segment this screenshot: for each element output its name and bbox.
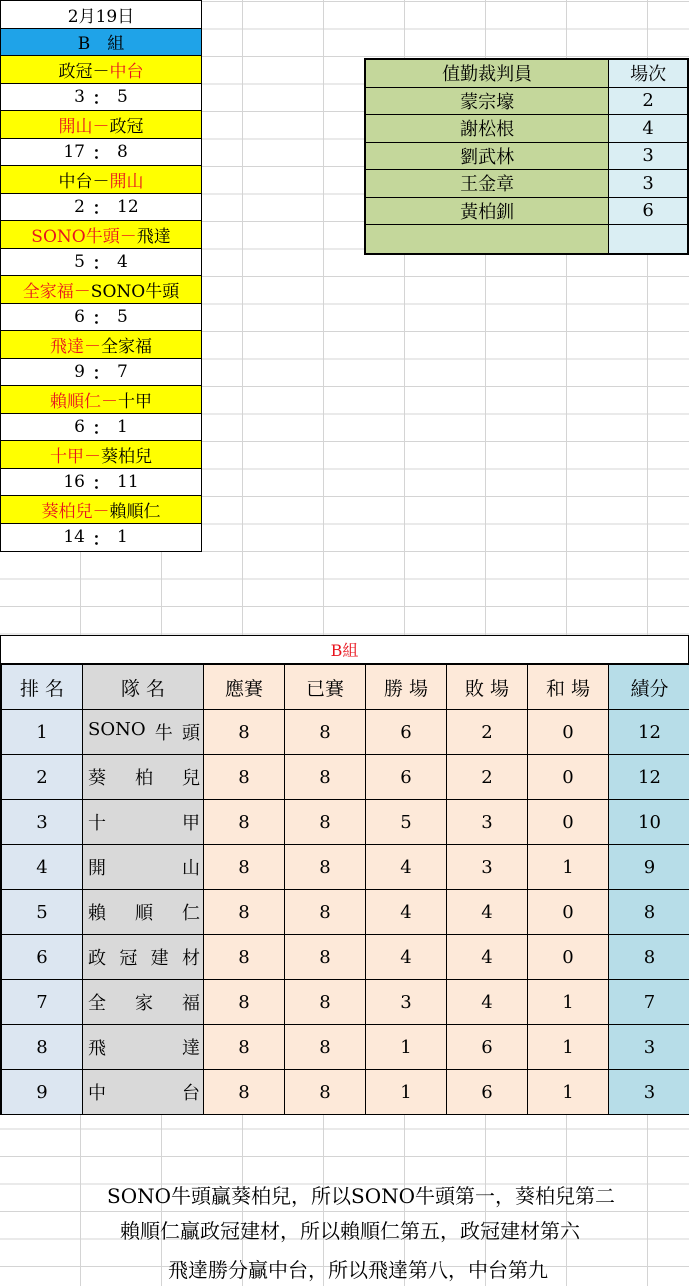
header-win[interactable]: 勝 場	[366, 665, 447, 710]
team-cell[interactable]	[83, 890, 204, 935]
due-cell[interactable]: 8	[204, 845, 285, 890]
loss-cell[interactable]: 6	[447, 1070, 528, 1115]
points-cell[interactable]: 8	[609, 935, 689, 980]
match-teams-row[interactable]	[1, 166, 201, 194]
team-separator: －	[101, 391, 118, 412]
team-name-part: 中	[88, 1083, 106, 1104]
team-name-part: 建	[150, 948, 169, 969]
due-cell[interactable]: 8	[204, 890, 285, 935]
team-name-part: 全	[88, 993, 106, 1014]
score-colon: ：	[92, 474, 110, 495]
points-cell[interactable]: 7	[609, 980, 689, 1025]
rank-cell[interactable]: 8	[2, 1025, 83, 1070]
match-score-row[interactable]	[1, 139, 201, 167]
team-name-part: 仁	[182, 903, 200, 924]
team-name-part: 順	[135, 903, 153, 924]
header-played[interactable]: 已賽	[285, 665, 366, 710]
win-cell[interactable]: 6	[366, 755, 447, 800]
header-points[interactable]: 績分	[609, 665, 689, 710]
team-separator: －	[119, 226, 137, 247]
win-cell[interactable]: 5	[366, 800, 447, 845]
rank-cell[interactable]: 7	[2, 980, 83, 1025]
draw-cell[interactable]: 0	[528, 935, 609, 980]
team-cell[interactable]	[83, 1025, 204, 1070]
referee-name[interactable]: 劉武林	[366, 143, 609, 170]
loss-cell[interactable]: 2	[447, 755, 528, 800]
date-label: 2月19日	[67, 6, 135, 27]
loss-cell[interactable]: 6	[447, 1025, 528, 1070]
draw-cell[interactable]: 1	[528, 980, 609, 1025]
table-row	[2, 935, 689, 980]
referee-table	[364, 58, 689, 255]
team-name	[83, 944, 203, 970]
loss-cell[interactable]: 3	[447, 800, 528, 845]
score-right: 1	[117, 416, 128, 437]
win-cell[interactable]: 6	[366, 710, 447, 755]
team-separator: －	[92, 501, 110, 522]
team-name	[83, 764, 203, 790]
referee-name[interactable]: 王金章	[366, 170, 609, 197]
score-colon: ：	[92, 89, 110, 110]
match-score-row[interactable]	[1, 249, 201, 277]
team-name-part: 柏	[135, 768, 153, 789]
score-right: 7	[117, 361, 128, 382]
team-name-part: SONO	[88, 719, 146, 740]
team-separator: －	[84, 336, 101, 357]
team-name	[83, 719, 203, 745]
referee-count[interactable]	[609, 225, 687, 253]
team-name-part: 福	[182, 993, 200, 1014]
draw-cell[interactable]: 0	[528, 800, 609, 845]
standings-table	[0, 635, 689, 1115]
score-left: 17	[63, 141, 85, 162]
match-teams-row[interactable]	[1, 221, 201, 249]
due-cell[interactable]: 8	[204, 980, 285, 1025]
match-score-row[interactable]	[1, 524, 201, 552]
referee-count[interactable]: 6	[609, 198, 687, 225]
win-cell[interactable]: 4	[366, 935, 447, 980]
match-score-row[interactable]	[1, 194, 201, 222]
team-right: 賴順仁	[109, 501, 161, 522]
draw-cell[interactable]: 1	[528, 845, 609, 890]
score-left: 16	[63, 471, 85, 492]
played-cell[interactable]: 8	[285, 800, 366, 845]
header-draw[interactable]: 和 場	[528, 665, 609, 710]
group-cell[interactable]	[1, 29, 201, 57]
score-right: 12	[117, 196, 139, 217]
due-cell[interactable]: 8	[204, 1025, 285, 1070]
team-name-part: 達	[182, 1038, 200, 1059]
team-name	[83, 1079, 203, 1105]
note-line-2[interactable]: 賴順仁贏政冠建材，所以賴順仁第五，政冠建材第六	[120, 1219, 580, 1243]
loss-cell[interactable]: 4	[447, 890, 528, 935]
score-colon: ：	[92, 144, 110, 165]
team-name-part: 兒	[182, 768, 200, 789]
win-cell[interactable]: 1	[366, 1070, 447, 1115]
match-teams-row[interactable]	[1, 441, 201, 469]
match-score-row[interactable]	[1, 469, 201, 497]
due-cell[interactable]: 8	[204, 1070, 285, 1115]
team-name	[83, 1034, 203, 1060]
note-line-1[interactable]: SONO牛頭贏葵柏兒，所以SONO牛頭第一，葵柏兒第二	[107, 1184, 615, 1208]
team-right: 葵柏兒	[101, 446, 152, 467]
team-cell[interactable]	[83, 755, 204, 800]
win-cell[interactable]: 3	[366, 980, 447, 1025]
team-separator: －	[92, 116, 110, 137]
team-name-part: 十	[88, 813, 106, 834]
referee-row	[366, 115, 687, 143]
referee-row	[366, 225, 687, 253]
draw-cell[interactable]: 1	[528, 1025, 609, 1070]
points-cell[interactable]: 12	[609, 755, 689, 800]
played-cell[interactable]: 8	[285, 890, 366, 935]
match-teams-row[interactable]	[1, 331, 201, 359]
table-row	[2, 890, 689, 935]
team-name	[83, 809, 203, 835]
team-right: 全家福	[101, 336, 152, 357]
rank-cell[interactable]: 9	[2, 1070, 83, 1115]
match-rows	[1, 56, 201, 551]
match-teams-row[interactable]	[1, 386, 201, 414]
team-left: SONO牛頭	[31, 226, 120, 247]
table-row	[2, 980, 689, 1025]
score-colon: ：	[92, 529, 110, 550]
played-cell[interactable]: 8	[285, 935, 366, 980]
match-score-row[interactable]	[1, 304, 201, 332]
win-cell[interactable]: 1	[366, 1025, 447, 1070]
rank-cell[interactable]: 6	[2, 935, 83, 980]
team-name-part: 甲	[182, 813, 200, 834]
match-teams-row[interactable]	[1, 496, 201, 524]
referee-header-row	[366, 60, 687, 88]
played-cell[interactable]: 8	[285, 1025, 366, 1070]
referee-row	[366, 143, 687, 171]
match-score-row[interactable]	[1, 359, 201, 387]
team-right: 飛達	[136, 226, 171, 247]
team-name	[83, 899, 203, 925]
due-cell[interactable]: 8	[204, 935, 285, 980]
rank-cell[interactable]: 4	[2, 845, 83, 890]
team-left: 中台	[58, 171, 93, 192]
team-name-part: 開	[88, 858, 106, 879]
rank-cell[interactable]: 3	[2, 800, 83, 845]
points-cell[interactable]: 3	[609, 1025, 689, 1070]
team-name-part: 政	[88, 948, 106, 969]
header-loss[interactable]: 敗 場	[447, 665, 528, 710]
team-right: 開山	[109, 171, 144, 192]
team-right: 中台	[109, 61, 144, 82]
standings-title[interactable]: B組	[1, 636, 688, 664]
header-rank[interactable]: 排 名	[2, 665, 83, 710]
team-separator: －	[92, 171, 110, 192]
score-right: 8	[117, 141, 128, 162]
draw-cell[interactable]: 0	[528, 710, 609, 755]
draw-cell[interactable]: 0	[528, 890, 609, 935]
due-cell[interactable]: 8	[204, 755, 285, 800]
date-cell[interactable]	[1, 1, 201, 29]
table-row	[2, 1025, 689, 1070]
loss-cell[interactable]: 3	[447, 845, 528, 890]
team-name-part: 飛	[88, 1038, 106, 1059]
played-cell[interactable]: 8	[285, 755, 366, 800]
team-name-part: 台	[182, 1083, 200, 1104]
standings-header-row	[2, 665, 689, 710]
note-line-3[interactable]: 飛達勝分贏中台，所以飛達第八，中台第九	[168, 1258, 548, 1282]
score-right: 5	[117, 306, 128, 327]
table-row	[2, 755, 689, 800]
rank-cell[interactable]: 2	[2, 755, 83, 800]
loss-cell[interactable]: 4	[447, 935, 528, 980]
team-cell[interactable]	[83, 800, 204, 845]
team-name-part: 牛	[154, 723, 173, 744]
draw-cell[interactable]: 1	[528, 1070, 609, 1115]
referee-count[interactable]: 3	[609, 143, 687, 170]
score-left: 9	[74, 361, 85, 382]
due-cell[interactable]: 8	[204, 800, 285, 845]
loss-cell[interactable]: 2	[447, 710, 528, 755]
group-label: B 組	[77, 34, 125, 55]
referee-row	[366, 170, 687, 198]
score-left: 6	[74, 306, 85, 327]
team-name	[83, 989, 203, 1015]
referee-count[interactable]: 3	[609, 170, 687, 197]
match-teams-row[interactable]	[1, 276, 201, 304]
team-cell[interactable]	[83, 935, 204, 980]
team-cell[interactable]	[83, 710, 204, 755]
team-left: 飛達	[50, 336, 84, 357]
score-left: 5	[74, 251, 85, 272]
team-name	[83, 854, 203, 880]
team-left: 開山	[58, 116, 93, 137]
match-score-row[interactable]	[1, 84, 201, 112]
loss-cell[interactable]: 4	[447, 980, 528, 1025]
draw-cell[interactable]: 0	[528, 755, 609, 800]
score-colon: ：	[92, 254, 110, 275]
team-cell[interactable]	[83, 845, 204, 890]
team-name-part: 頭	[181, 723, 200, 744]
referee-row	[366, 88, 687, 116]
match-score-row[interactable]	[1, 414, 201, 442]
points-cell[interactable]: 12	[609, 710, 689, 755]
rank-cell[interactable]: 1	[2, 710, 83, 755]
referee-header-name[interactable]: 值勤裁判員	[366, 60, 609, 87]
team-cell[interactable]	[83, 1070, 204, 1115]
points-cell[interactable]: 9	[609, 845, 689, 890]
standings-grid	[1, 664, 689, 1115]
points-cell[interactable]: 3	[609, 1070, 689, 1115]
match-teams-row[interactable]	[1, 111, 201, 139]
team-left: 十甲	[50, 446, 84, 467]
win-cell[interactable]: 4	[366, 890, 447, 935]
team-name-part: 山	[182, 858, 200, 879]
team-name-part: 材	[181, 948, 200, 969]
score-right: 4	[117, 251, 128, 272]
score-right: 1	[117, 527, 128, 548]
referee-name[interactable]: 謝松根	[366, 115, 609, 142]
team-right: SONO牛頭	[90, 281, 180, 302]
score-colon: ：	[92, 419, 110, 440]
team-cell[interactable]	[83, 980, 204, 1025]
referee-count[interactable]: 2	[609, 88, 687, 115]
played-cell[interactable]: 8	[285, 980, 366, 1025]
played-cell[interactable]: 8	[285, 845, 366, 890]
team-right: 政冠	[109, 116, 144, 137]
rank-cell[interactable]: 5	[2, 890, 83, 935]
referee-row	[366, 198, 687, 226]
referee-count[interactable]: 4	[609, 115, 687, 142]
team-right: 十甲	[118, 391, 152, 412]
team-separator: －	[73, 281, 91, 302]
team-left: 葵柏兒	[41, 501, 93, 522]
header-team[interactable]: 隊 名	[83, 665, 204, 710]
table-row	[2, 800, 689, 845]
team-name-part: 葵	[88, 768, 106, 789]
referee-name[interactable]: 蒙宗壕	[366, 88, 609, 115]
score-left: 2	[74, 196, 85, 217]
table-row	[2, 710, 689, 755]
match-list	[0, 0, 202, 552]
team-name-part: 家	[135, 993, 153, 1014]
score-left: 14	[63, 527, 85, 548]
played-cell[interactable]: 8	[285, 1070, 366, 1115]
team-separator: －	[92, 61, 110, 82]
score-colon: ：	[92, 199, 110, 220]
referee-name[interactable]	[366, 225, 609, 253]
score-right: 11	[117, 471, 139, 492]
score-left: 3	[74, 86, 85, 107]
win-cell[interactable]: 4	[366, 845, 447, 890]
referee-name[interactable]: 黃柏釧	[366, 198, 609, 225]
team-separator: －	[84, 446, 101, 467]
score-left: 6	[74, 416, 85, 437]
standings-body	[2, 710, 689, 1115]
played-cell[interactable]: 8	[285, 710, 366, 755]
score-colon: ：	[92, 309, 110, 330]
score-right: 5	[117, 86, 128, 107]
team-left: 全家福	[22, 281, 74, 302]
referee-header-count[interactable]: 場次	[609, 60, 687, 87]
team-left: 政冠	[58, 61, 93, 82]
team-name-part: 冠	[119, 948, 138, 969]
team-name-part: 賴	[88, 903, 106, 924]
referee-rows	[366, 88, 687, 253]
points-cell[interactable]: 10	[609, 800, 689, 845]
points-cell[interactable]: 8	[609, 890, 689, 935]
due-cell[interactable]: 8	[204, 710, 285, 755]
score-colon: ：	[92, 364, 110, 385]
match-teams-row[interactable]	[1, 56, 201, 84]
table-row	[2, 1070, 689, 1115]
table-row	[2, 845, 689, 890]
team-left: 賴順仁	[50, 391, 101, 412]
header-due[interactable]: 應賽	[204, 665, 285, 710]
